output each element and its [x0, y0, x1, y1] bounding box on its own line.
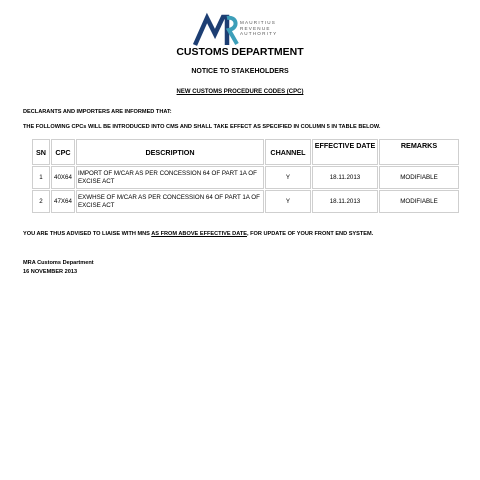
signature-department: MRA Customs Department	[23, 260, 94, 266]
cell-description: IMPORT OF M/CAR AS PER CONCESSION 64 OF PART 1A OF EXCISE ACT	[76, 166, 264, 189]
cell-channel: Y	[265, 166, 311, 189]
table-row	[32, 190, 459, 213]
cell-channel: Y	[265, 190, 311, 213]
cell-sn: 1	[32, 166, 50, 189]
advise-text-start: YOU ARE THUS ADVISED TO LIAISE WITH MNS	[23, 231, 152, 237]
advise-text-end: , FOR UPDATE OF YOUR FRONT END SYSTEM.	[246, 231, 374, 237]
header-description: DESCRIPTION	[76, 139, 264, 165]
signature-date: 16 NOVEMBER 2013	[23, 269, 78, 275]
page-title: CUSTOMS DEPARTMENT	[176, 46, 304, 58]
header-remarks: REMARKS	[379, 139, 459, 165]
advise-text-underlined: AS FROM ABOVE EFFECTIVE DATE	[151, 231, 247, 237]
section-heading: NEW CUSTOMS PROCEDURE CODES (CPC)	[176, 89, 304, 95]
header-effective-date: EFFECTIVE DATE	[312, 139, 378, 165]
cell-sn: 2	[32, 190, 50, 213]
cell-cpc: 40X64	[51, 166, 75, 189]
cell-effective-date: 18.11.2013	[312, 166, 378, 189]
cell-remarks: MODIFIABLE	[379, 166, 459, 189]
page-subtitle: NOTICE TO STAKEHOLDERS	[191, 68, 289, 75]
statement-text: THE FOLLOWING CPCs WILL BE INTRODUCED INTO CMS AND SHALL TAKE EFFECT AS SPECIFIED IN COLUMN 5 IN TABLE BELOW.	[23, 124, 381, 130]
table-header-row	[32, 139, 459, 165]
table-row	[32, 166, 459, 189]
header-sn: SN	[32, 139, 50, 165]
logo-line: AUTHORITY	[240, 31, 278, 37]
mra-logo	[193, 12, 283, 48]
cpc-table	[31, 138, 460, 214]
header-cpc: CPC	[51, 139, 75, 165]
logo-line: MAURITIUS	[240, 20, 277, 25]
header-channel: CHANNEL	[265, 139, 311, 165]
intro-text: DECLARANTS AND IMPORTERS ARE INFORMED THAT:	[23, 109, 172, 115]
logo-line: REVENUE	[240, 25, 271, 31]
cell-remarks: MODIFIABLE	[379, 190, 459, 213]
cell-description: EXWHSE OF M/CAR AS PER CONCESSION 64 OF PART 1A OF EXCISE ACT	[76, 190, 264, 213]
advise-text	[23, 231, 373, 237]
mra-logo-mark	[193, 12, 239, 48]
logo-text	[240, 20, 286, 37]
cell-effective-date: 18.11.2013	[312, 190, 378, 213]
cell-cpc: 47X64	[51, 190, 75, 213]
